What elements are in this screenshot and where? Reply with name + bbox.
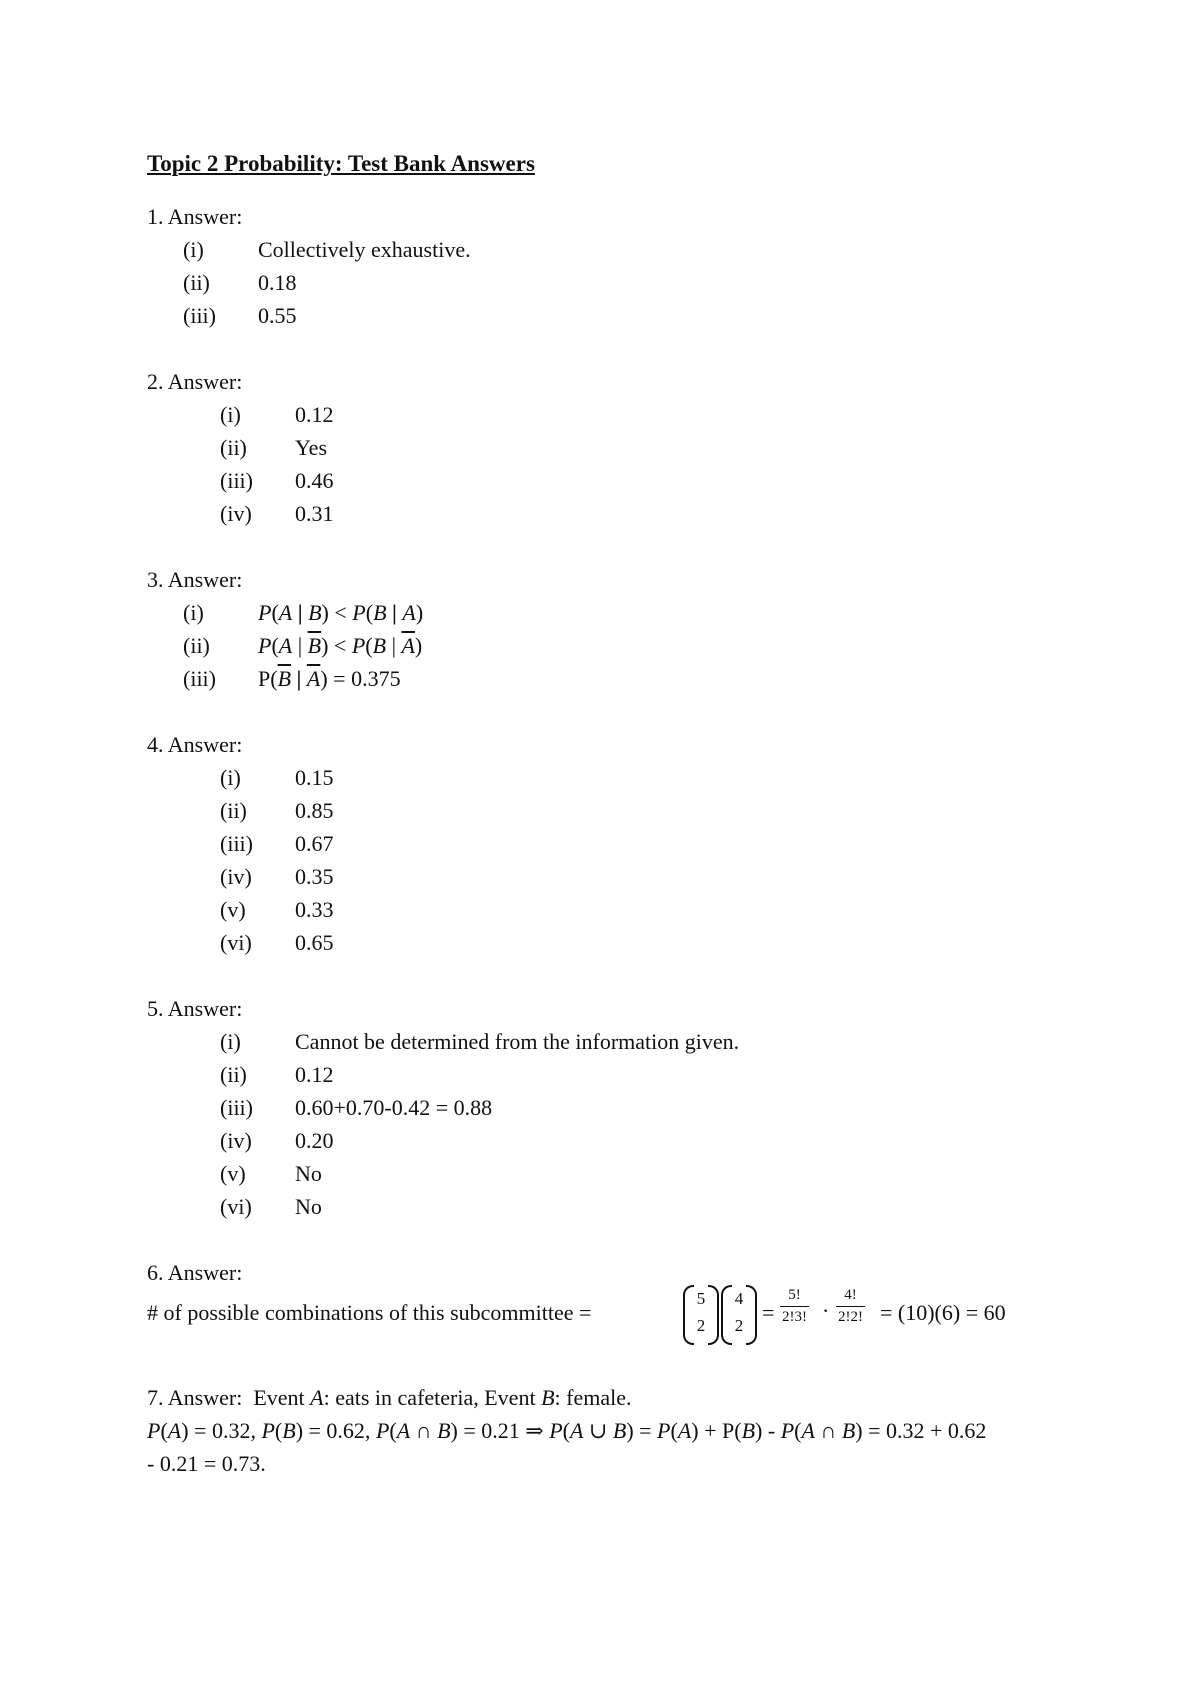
q4-item-label: (vi) — [220, 930, 252, 955]
q4-item-answer: 0.67 — [295, 831, 334, 856]
binomial-n: 4 — [734, 1289, 744, 1308]
q5-item-label: (ii) — [220, 1062, 247, 1087]
q1-item-answer: 0.55 — [258, 303, 297, 328]
q1-item-label: (iii) — [183, 303, 216, 328]
q4-item-answer: 0.35 — [295, 864, 334, 889]
binomial-k: 2 — [696, 1316, 706, 1335]
q2-item-label: (i) — [220, 402, 241, 427]
q3-formula-3-value: = 0.375 — [333, 666, 401, 691]
binomial-5-choose-2 — [683, 1285, 719, 1341]
fraction-numerator: 4! — [844, 1287, 857, 1303]
multiply-dot: · — [822, 1298, 830, 1323]
q3-formula-2: P(A | $\overline{B}) < P(B$ | $\overline{A}$) — [258, 633, 423, 658]
q5-item-answer: No — [295, 1194, 322, 1219]
binomial-n: 5 — [696, 1289, 706, 1308]
q7-line-2: P(A) = 0.32, P(B) = 0.62, P(A ∩ B) = 0.21 ⇒ P(A ∪ B) = P(A) + P(B) - P(A ∩ B) = 0.32 + 0.62 — [147, 1418, 987, 1443]
fraction-denominator: 2!3! — [780, 1306, 809, 1325]
q5-item-label: (v) — [220, 1161, 246, 1186]
q4-item-answer: 0.15 — [295, 765, 334, 790]
binomial-4-choose-2 — [721, 1285, 757, 1341]
q5-item-label: (vi) — [220, 1194, 252, 1219]
q3-item-label: (ii) — [183, 633, 210, 658]
fraction-4-factorial — [836, 1288, 865, 1325]
q5-item-label: (iv) — [220, 1128, 252, 1153]
q5-item-answer: 0.12 — [295, 1062, 334, 1087]
q5-item-label: (i) — [220, 1029, 241, 1054]
fraction-5-factorial — [780, 1288, 809, 1325]
q7-header: 7. Answer: — [147, 1385, 243, 1410]
q2-item-label: (iv) — [220, 501, 252, 526]
q2-item-label: (iii) — [220, 468, 253, 493]
q5-item-label: (iii) — [220, 1095, 253, 1120]
q2-item-label: (ii) — [220, 435, 247, 460]
q4-header: 4. Answer: — [147, 732, 243, 757]
q2-item-answer: 0.46 — [295, 468, 334, 493]
q4-item-label: (v) — [220, 897, 246, 922]
q1-item-label: (ii) — [183, 270, 210, 295]
q4-item-answer: 0.65 — [295, 930, 334, 955]
q3-header: 3. Answer: — [147, 567, 243, 592]
q5-header: 5. Answer: — [147, 996, 243, 1021]
q3-formula-3: $P(\overline{B}$ | $\overline{A}) = 0.375$ — [258, 666, 401, 691]
q5-item-answer: Cannot be determined from the information given. — [295, 1029, 740, 1054]
q1-header: 1. Answer: — [147, 204, 243, 229]
q4-item-answer: 0.33 — [295, 897, 334, 922]
q6-header: 6. Answer: — [147, 1260, 243, 1285]
q6-lead-text: # of possible combinations of this subcommittee = — [147, 1300, 592, 1325]
q2-item-answer: 0.31 — [295, 501, 334, 526]
q5-item-answer: 0.20 — [295, 1128, 334, 1153]
q7-line-1: 7. Answer: Event A: eats in cafeteria, Event B: female. — [147, 1385, 632, 1410]
q2-item-answer: Yes — [295, 435, 328, 460]
q6-result: = (10)(6) = 60 — [880, 1300, 1006, 1325]
page-title: Topic 2 Probability: Test Bank Answers — [147, 151, 535, 176]
q7-line-3: - 0.21 = 0.73. — [147, 1451, 266, 1476]
equals-sign: = — [762, 1300, 775, 1325]
q3-item-label: (i) — [183, 600, 204, 625]
q1-item-label: (i) — [183, 237, 204, 262]
q5-item-answer: No — [295, 1161, 322, 1186]
binomial-k: 2 — [734, 1316, 744, 1335]
q5-item-answer: 0.60+0.70-0.42 = 0.88 — [295, 1095, 493, 1120]
q4-item-answer: 0.85 — [295, 798, 334, 823]
q4-item-label: (i) — [220, 765, 241, 790]
q2-header: 2. Answer: — [147, 369, 243, 394]
q4-item-label: (iii) — [220, 831, 253, 856]
q3-item-label: (iii) — [183, 666, 216, 691]
q4-item-label: (iv) — [220, 864, 252, 889]
q4-item-label: (ii) — [220, 798, 247, 823]
q1-item-answer: 0.18 — [258, 270, 297, 295]
fraction-numerator: 5! — [788, 1287, 801, 1303]
q1-item-answer: Collectively exhaustive. — [258, 237, 471, 262]
q2-item-answer: 0.12 — [295, 402, 334, 427]
fraction-denominator: 2!2! — [836, 1306, 865, 1325]
q3-formula-1: P(A | B) < P(B | A) — [258, 600, 424, 625]
